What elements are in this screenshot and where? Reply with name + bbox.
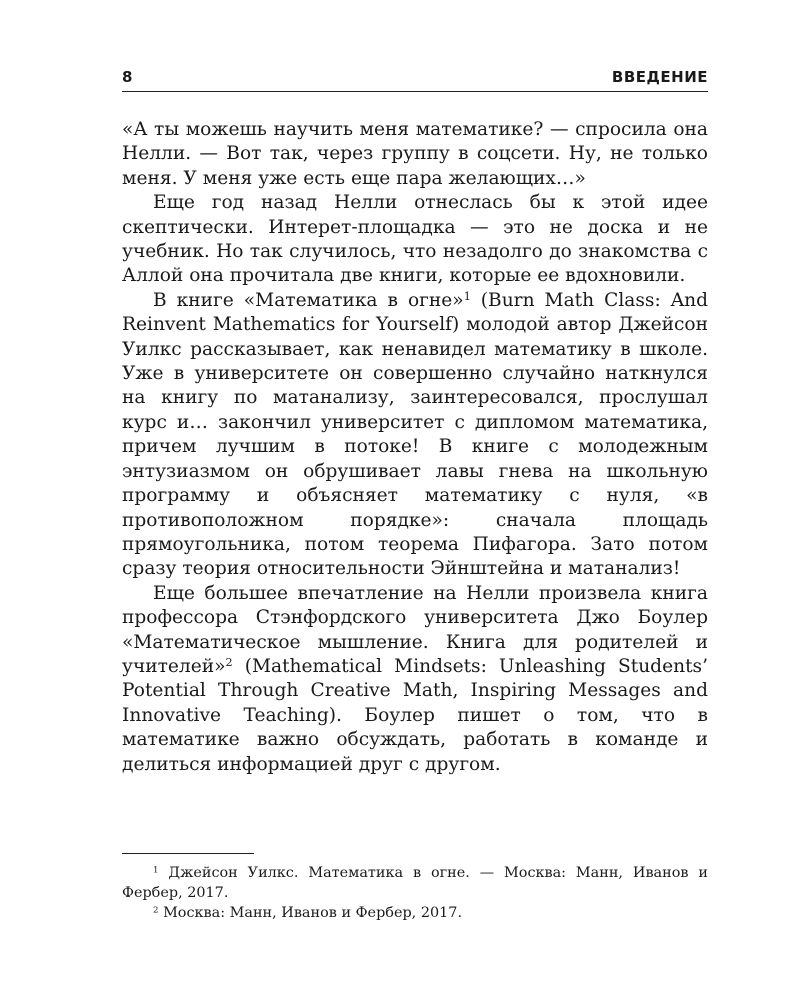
footnote-ref: 2 — [225, 655, 233, 669]
paragraph-text: «А ты можешь научить меня математике? — спросила она Нелли. — Вот так, через группу в соцсети. Ну, не только меня. У меня уже есть еще пара желающих…» — [122, 119, 708, 189]
paragraph — [122, 191, 708, 289]
book-page — [122, 68, 708, 921]
footnote-separator — [122, 853, 254, 854]
paragraph-text: Еще год назад Нелли отнеслась бы к этой идее скептически. Интерет-площадка — это не доска и не учебник. Но так случилось, что незадолго до знакомства с Аллой она прочитала две книги, которые ее вдохновили. — [122, 192, 708, 287]
paragraph-text: Еще большее впечатление на Нелли произвела книга профессора Стэнфордского университета Джо Боулер «Математическое мышление. Книга для родителей и учителей» — [122, 582, 708, 677]
paragraph-text: (Mathematical Mindsets: Unleashing Students’ Potential Through Creative Math, Inspiring Messages and Innovative Teaching). Боулер пишет о том, что в математике важно обсуждать, работать в команде и делиться информацией друг с другом. — [122, 655, 708, 775]
footnote — [122, 863, 708, 903]
paragraph — [122, 582, 708, 777]
running-header — [122, 68, 708, 92]
footnote-mark: 1 — [153, 865, 159, 876]
paragraph-text: (Burn Math Class: And Reinvent Mathematics for Yourself) молодой автор Джейсон Уилкс рассказывает, как ненавидел математику в школе. Уже в университете он совершенно случайно наткнулся на книгу по матанализу, заинтересовался, прослушал курс и… закончил университет с дипломом математика, причем лучшим в потоке! В книге с молодежным энтузиазмом он обрушивает лавы гнева на школьную программу и объясняет математику с нуля, «в противоположном порядке»: сначала площадь прямоугольника, потом теорема Пифагора. Зато потом сразу теория относительности Эйнштейна и матанализ! — [122, 289, 708, 580]
paragraph — [122, 289, 708, 582]
footnote — [122, 903, 708, 923]
footnote-text: Джейсон Уилкс. Математика в огне. — Москва: Манн, Иванов и Фербер, 2017. — [122, 865, 708, 901]
footnote-mark: 2 — [153, 905, 159, 916]
body-text — [122, 118, 708, 777]
page-number: 8 — [122, 68, 133, 86]
footnote-ref: 1 — [463, 289, 471, 303]
chapter-title: ВВЕДЕНИЕ — [611, 68, 708, 86]
paragraph — [122, 118, 708, 191]
paragraph-text: В книге «Математика в огне» — [153, 289, 464, 311]
footnotes — [122, 853, 708, 923]
footnote-text: Москва: Манн, Иванов и Фербер, 2017. — [158, 905, 463, 921]
